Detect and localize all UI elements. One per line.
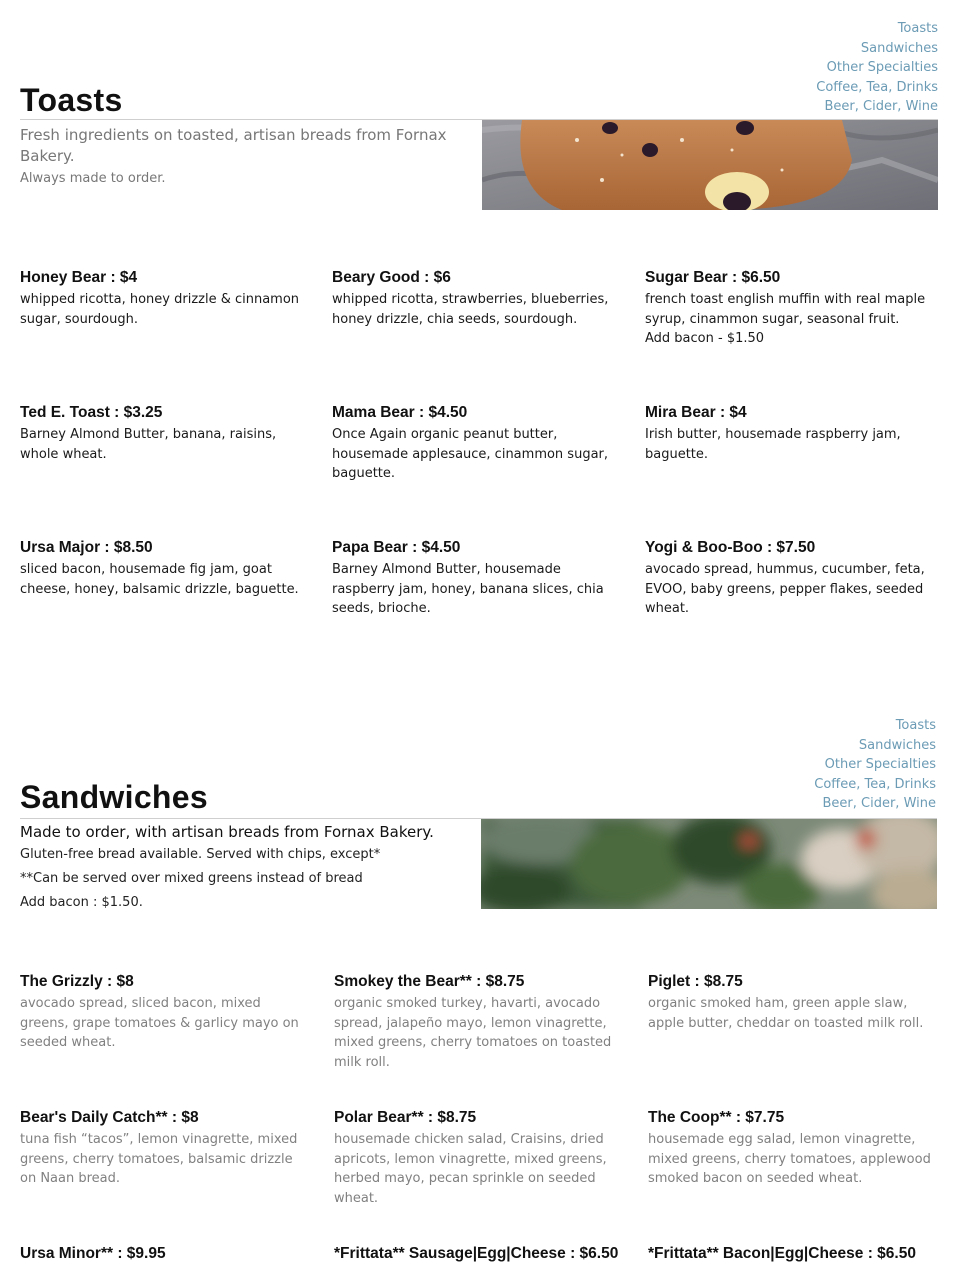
item-description: housemade chicken salad, Craisins, dried apricots, lemon vinagrette, mixed greens, herbed mayo, pecan sprinkle on seeded wheat. (334, 1132, 607, 1206)
item-name: Beary Good : $6 (332, 269, 451, 286)
menu-item (645, 403, 935, 464)
item-description: whipped ricotta, strawberries, blueberries, honey drizzle, chia seeds, sourdough. (332, 292, 609, 327)
menu-item (648, 1244, 938, 1264)
item-description: organic smoked ham, green apple slaw, apple butter, cheddar on toasted milk roll. (648, 996, 924, 1031)
sandwiches-intro (20, 822, 470, 915)
item-name: Honey Bear : $4 (20, 269, 138, 286)
toasts-note: Always made to order. (20, 171, 166, 186)
item-name: Mama Bear : $4.50 (332, 404, 468, 421)
section-nav (816, 19, 938, 117)
item-name: Sugar Bear : $6.50 (645, 269, 781, 286)
item-addon: Add bacon - $1.50 (645, 331, 765, 347)
menu-item (645, 268, 935, 349)
item-name: *Frittata** Sausage|Egg|Cheese : $6.50 (334, 1245, 619, 1262)
menu-item (20, 268, 310, 329)
toasts-title: Toasts (20, 82, 123, 118)
menu-item (648, 972, 938, 1033)
menu-item (645, 538, 935, 619)
item-description: avocado spread, hummus, cucumber, feta, EVOO, baby greens, pepper flakes, seeded wheat. (645, 562, 925, 617)
item-description: Irish butter, housemade raspberry jam, baguette. (645, 427, 901, 462)
item-name: Polar Bear** : $8.75 (334, 1109, 477, 1126)
sandwiches-note: **Can be served over mixed greens instead of bread (20, 871, 363, 886)
item-name: Ted E. Toast : $3.25 (20, 404, 163, 421)
menu-item (20, 538, 310, 599)
item-description: tuna fish “tacos”, lemon vinagrette, mixed greens, cherry tomatoes, balsamic drizzle on Naan bread. (20, 1132, 298, 1187)
salad-photo (481, 819, 937, 909)
item-description: Once Again organic peanut butter, housemade applesauce, cinammon sugar, baguette. (332, 427, 609, 482)
item-name: The Grizzly : $8 (20, 973, 134, 990)
item-description: avocado spread, sliced bacon, mixed greens, grape tomatoes & garlicy mayo on seeded wheat. (20, 996, 299, 1051)
item-name: Mira Bear : $4 (645, 404, 747, 421)
item-name: Papa Bear : $4.50 (332, 539, 461, 556)
item-description: sliced bacon, housemade fig jam, goat cheese, honey, balsamic drizzle, baguette. (20, 562, 299, 597)
item-name: Piglet : $8.75 (648, 973, 743, 990)
nav-link-other-specialties[interactable]: Other Specialties (826, 60, 938, 76)
item-name: Bear's Daily Catch** : $8 (20, 1109, 199, 1126)
sandwiches-note: Add bacon : $1.50. (20, 895, 143, 910)
nav-link-toasts[interactable]: Toasts (897, 21, 938, 36)
menu-item (334, 972, 624, 1072)
menu-item (20, 1108, 310, 1189)
item-description: french toast english muffin with real maple syrup, cinammon sugar, seasonal fruit. (645, 292, 926, 327)
item-description: housemade egg salad, lemon vinagrette, mixed greens, cherry tomatoes, applewood smoked bacon on seeded wheat. (648, 1132, 931, 1187)
nav-link-toasts[interactable]: Toasts (895, 718, 936, 733)
item-description: organic smoked turkey, havarti, avocado spread, jalapeño mayo, lemon vinagrette, mixed greens, cherry tomatoes on toasted milk roll. (334, 996, 612, 1070)
nav-link-sandwiches[interactable]: Sandwiches (858, 737, 936, 753)
menu-item (332, 268, 622, 329)
menu-item (20, 1244, 310, 1264)
item-name: *Frittata** Bacon|Egg|Cheese : $6.50 (648, 1245, 916, 1262)
menu-item (648, 1108, 938, 1189)
menu-item (334, 1244, 624, 1264)
nav-link-sandwiches[interactable]: Sandwiches (860, 40, 938, 56)
item-description: whipped ricotta, honey drizzle & cinnamon sugar, sourdough. (20, 292, 300, 327)
menu-item (20, 403, 310, 464)
menu-item (20, 972, 310, 1053)
menu-item (332, 403, 622, 484)
sandwiches-note: Gluten-free bread available. Served with chips, except* (20, 847, 381, 862)
item-name: Ursa Minor** : $9.95 (20, 1245, 166, 1262)
nav-link-other-specialties[interactable]: Other Specialties (824, 757, 936, 773)
item-description: Barney Almond Butter, banana, raisins, whole wheat. (20, 427, 277, 462)
sandwiches-subtitle: Made to order, with artisan breads from Fornax Bakery. (20, 823, 434, 841)
menu-item (332, 538, 622, 619)
nav-link-coffee-tea-drinks[interactable]: Coffee, Tea, Drinks (816, 79, 938, 95)
section-nav (814, 716, 936, 814)
nav-link-coffee-tea-drinks[interactable]: Coffee, Tea, Drinks (814, 776, 936, 792)
menu-item (334, 1108, 624, 1208)
nav-link-beer-cider-wine[interactable]: Beer, Cider, Wine (822, 796, 936, 812)
item-name: Yogi & Boo-Boo : $7.50 (645, 539, 816, 556)
toasts-intro (20, 125, 470, 191)
nav-link-beer-cider-wine[interactable]: Beer, Cider, Wine (824, 99, 938, 115)
item-name: Ursa Major : $8.50 (20, 539, 153, 556)
item-description: Barney Almond Butter, housemade raspberry jam, honey, banana slices, chia seeds, brioche. (332, 562, 604, 617)
sandwiches-title: Sandwiches (20, 779, 208, 815)
toasts-subtitle: Fresh ingredients on toasted, artisan breads from Fornax Bakery. (20, 126, 447, 165)
item-name: The Coop** : $7.75 (648, 1109, 785, 1126)
toast-photo (482, 120, 938, 210)
item-name: Smokey the Bear** : $8.75 (334, 973, 525, 990)
